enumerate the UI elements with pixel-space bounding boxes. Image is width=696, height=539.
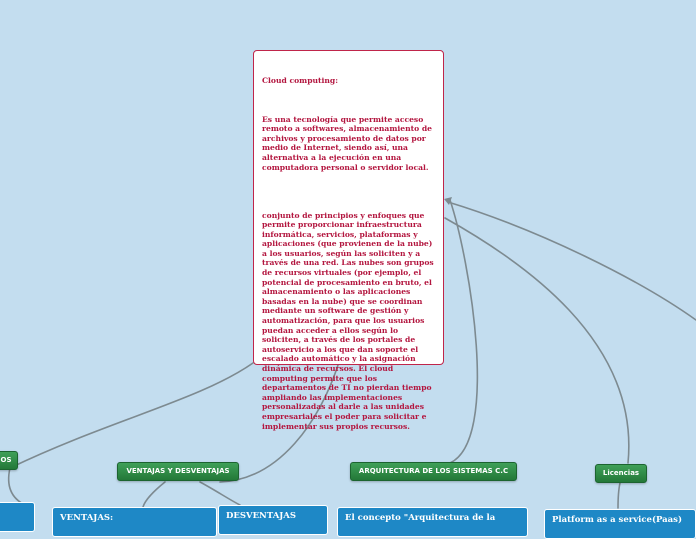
connector-left-subtopic: [9, 468, 25, 505]
connector-right-offscreen: [448, 202, 696, 320]
connector-ventajas: [143, 482, 165, 507]
connector-arquitectura: [450, 200, 477, 463]
central-node-cloud-computing[interactable]: [253, 50, 444, 431]
topic-arquitectura[interactable]: [350, 462, 517, 481]
subtopic-desventajas[interactable]: [218, 505, 328, 535]
topic-arquitectura-label: ARQUITECTURA DE LOS SISTEMAS C.C: [358, 467, 509, 475]
subtopic-ventajas-label: VENTAJAS:: [60, 513, 114, 523]
topic-ventajas-desventajas-label: VENTAJAS Y DESVENTAJAS: [126, 467, 230, 475]
central-node-paragraph-1: Es una tecnología que permite acceso remoto a softwares, almacenamiento de archivos y procesamiento de datos por medio de Internet, siendo así, una alternativa a la ejecución en una computadora personal o servidor local.: [262, 114, 435, 172]
central-node-title: Cloud computing:: [262, 76, 339, 86]
subtopic-paas[interactable]: [544, 509, 696, 539]
subtopic-paas-label: Platform as a service(Paas): [552, 515, 682, 525]
topic-left-partial[interactable]: [0, 451, 18, 470]
topic-licencias[interactable]: [595, 464, 647, 483]
subtopic-left-partial[interactable]: [0, 502, 35, 532]
subtopic-ventajas[interactable]: [52, 507, 217, 537]
subtopic-arquitectura-concept-label: El concepto "Arquitectura de la: [345, 513, 496, 523]
central-node-paragraph-2: conjunto de principios y enfoques que permite proporcionar infraestructura informática, servicios, plataformas y aplicaciones (que provienen de la nube) a los usuarios, según las soliciten y a través de una red. Las nubes son grupos de recursos virtuales (por ejemplo, el potencial de procesamiento en bruto, el almacenamiento o las aplicaciones basadas en la nube) que se coordinan mediante un software de gestión y automatización, para que los usuarios puedan acceder a ellos según lo soliciten, a través de los portales de autoservicio a los que dan soporte el escalado automático y la asignación dinámica de recursos. El cloud computing permite que los departamentos de TI no pierdan tiempo ampliando las implementaciones personalizadas al darle a las unidades empresariales el poder para solicitar e implementar sus propios recursos.: [262, 210, 437, 431]
topic-left-partial-label: OS: [0, 456, 12, 464]
connector-desventajas: [200, 482, 240, 505]
subtopic-desventajas-label: DESVENTAJAS: [226, 511, 297, 521]
topic-licencias-label: Licencias: [602, 469, 640, 477]
subtopic-arquitectura-concept[interactable]: [337, 507, 528, 537]
connector-left-topic: [10, 363, 253, 468]
topic-ventajas-desventajas[interactable]: [117, 462, 239, 481]
connector-paas: [618, 483, 620, 508]
